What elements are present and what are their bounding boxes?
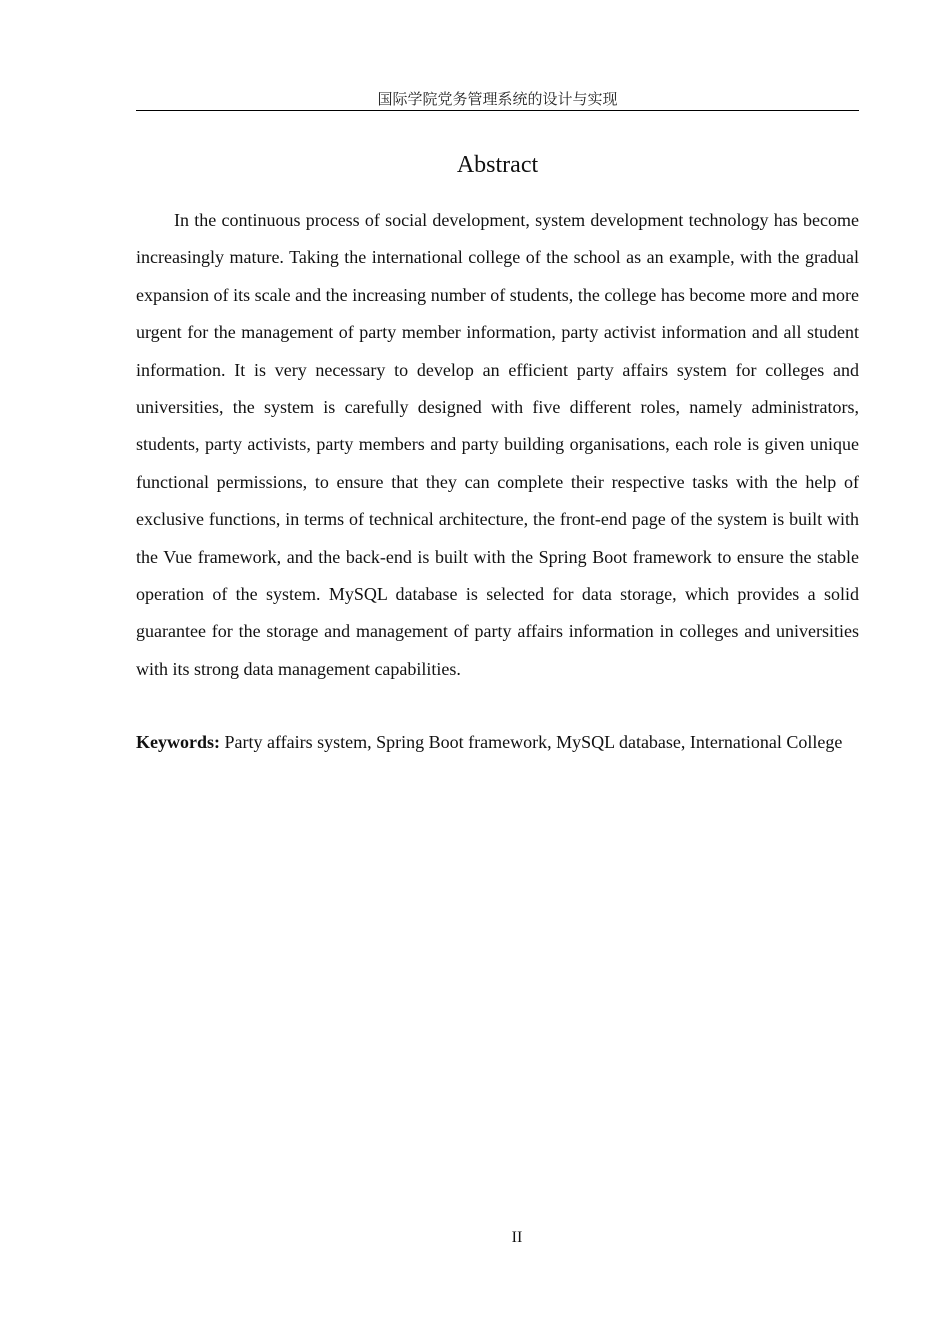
running-header — [136, 88, 859, 111]
page-number: II — [511, 1229, 523, 1246]
keywords-text: Party affairs system, Spring Boot framework, MySQL database, International College — [220, 732, 843, 752]
abstract-title: Abstract — [456, 152, 539, 178]
running-header-title: 国际学院党务管理系统的设计与实现 — [377, 90, 618, 108]
abstract-body: In the continuous process of social development, system development technology has become increasingly mature. Taking the international college of the school as an example, with the gradual expansion of its scale and the increasing number of students, the college has become more and more urgent for the management of party member information, party activist information and all student information. It is very necessary to develop an efficient party affairs system for colleges and universities, the system is carefully designed with five different roles, namely administrators, students, party activists, party members and party building organisations, each role is given unique functional permissions, to ensure that they can complete their respective tasks with the help of exclusive functions, in terms of technical architecture, the front-end page of the system is built with the Vue framework, and the back-end is built with the Spring Boot framework to ensure the stable operation of the system. MySQL database is selected for data storage, which provides a solid guarantee for the storage and management of party affairs information in colleges and universities with its strong data management capabilities. — [136, 210, 859, 679]
keywords-paragraph — [136, 724, 859, 761]
keywords-label: Keywords: — [136, 732, 220, 752]
